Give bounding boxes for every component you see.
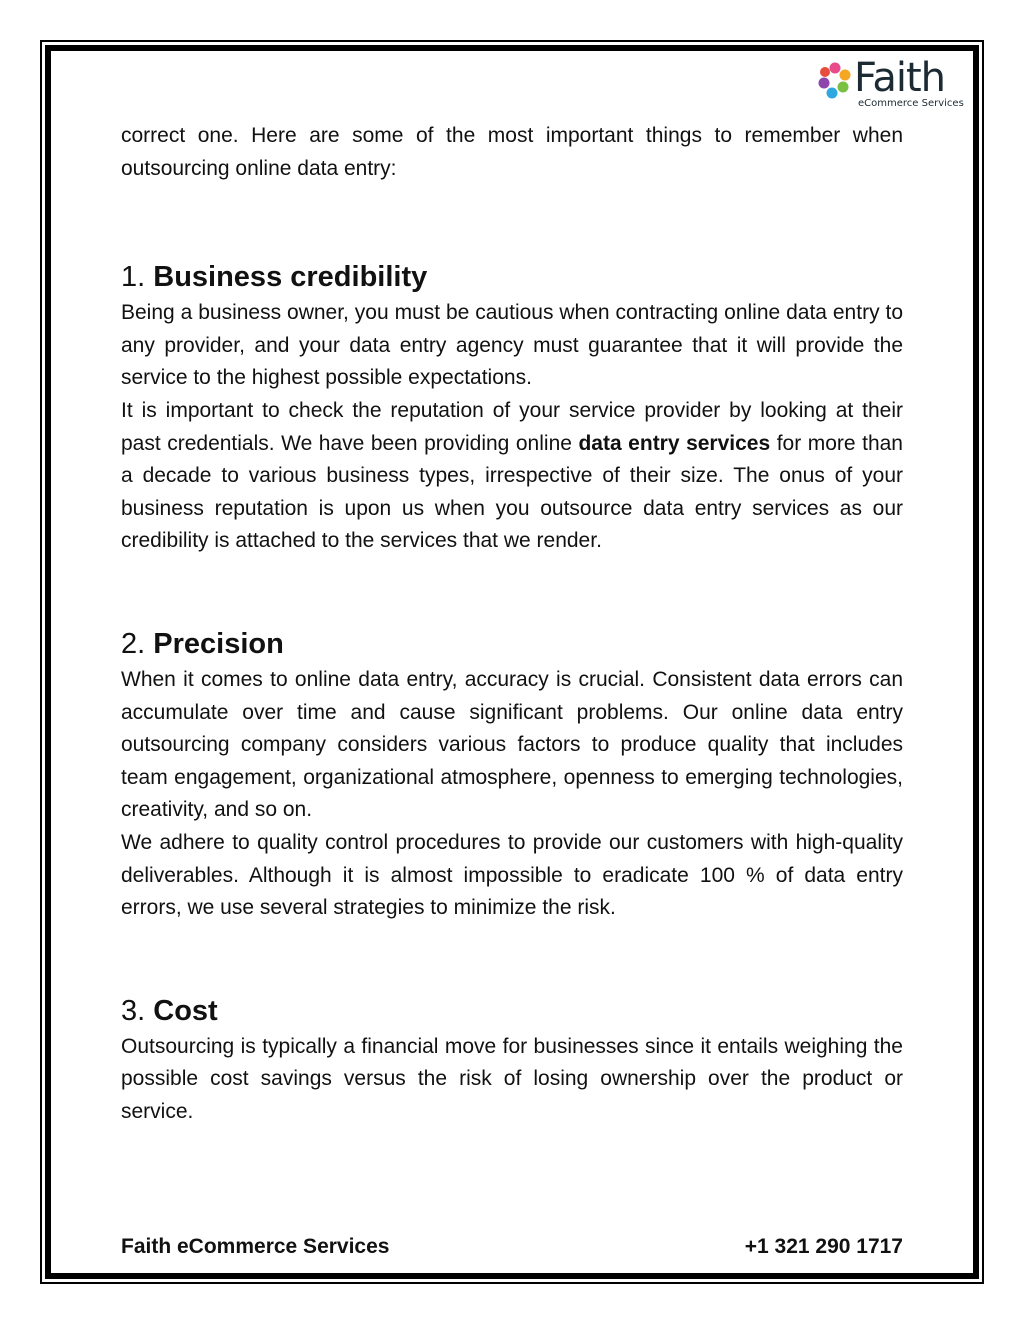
logo-wordmark: Faith — [854, 55, 945, 101]
paragraph: We adhere to quality control procedures to provide our customers with high-quality deliverables. Although it is almost impossible to eradicate 100 % of data entry errors, we use several strategies to minimize the risk. — [121, 830, 903, 920]
section-heading — [121, 259, 903, 295]
section-title: Cost — [153, 994, 218, 1027]
section-heading — [121, 993, 903, 1029]
section-number: 1. — [121, 261, 146, 294]
paragraph: Being a business owner, you must be cautious when contracting online data entry to any provider, and your data entry agency must guarantee that it will provide the service to the highest possible expectations. — [121, 301, 903, 390]
section-number: 2. — [121, 627, 146, 660]
footer-company: Faith eCommerce Services — [121, 1235, 390, 1258]
section-business-credibility — [121, 259, 903, 558]
logo-subtitle: eCommerce Services — [858, 98, 964, 109]
section-title: Business credibility — [153, 261, 428, 294]
paragraph: When it comes to online data entry, accuracy is crucial. Consistent data errors can accumulate over time and cause significant problems. Our online data entry outsourcing company considers various factors to produce quality that includes team engagement, organizational atmosphere, openness to emerging technologies, creativity, and so on. — [121, 667, 903, 822]
bold-keyword: data entry services — [578, 431, 771, 455]
page-footer — [121, 1235, 903, 1259]
paragraph-text: for more than a decade to various business types, irrespective of their size. The onus of your business reputation is upon us when you outsource data entry services as our credibility is attached to the services that we render. — [121, 431, 903, 553]
paragraph-text: It is important to check the reputation of your service provider by looking at their past credentials. We have been providing online — [121, 398, 903, 455]
intro-paragraph: correct one. Here are some of the most important things to remember when outsourcing online data entry: — [121, 124, 903, 180]
document-body — [121, 120, 903, 1128]
faith-logo — [818, 55, 968, 112]
paragraph — [121, 395, 903, 558]
section-number: 3. — [121, 994, 146, 1027]
paragraph: Outsourcing is typically a financial move for businesses since it entails weighing the possible cost savings versus the risk of losing ownership over the product or service. — [121, 1034, 903, 1123]
section-heading — [121, 626, 903, 662]
section-title: Precision — [153, 627, 284, 660]
section-cost — [121, 993, 903, 1129]
flower-logo-icon — [818, 60, 852, 100]
section-precision — [121, 626, 903, 925]
footer-phone: +1 321 290 1717 — [744, 1235, 903, 1258]
